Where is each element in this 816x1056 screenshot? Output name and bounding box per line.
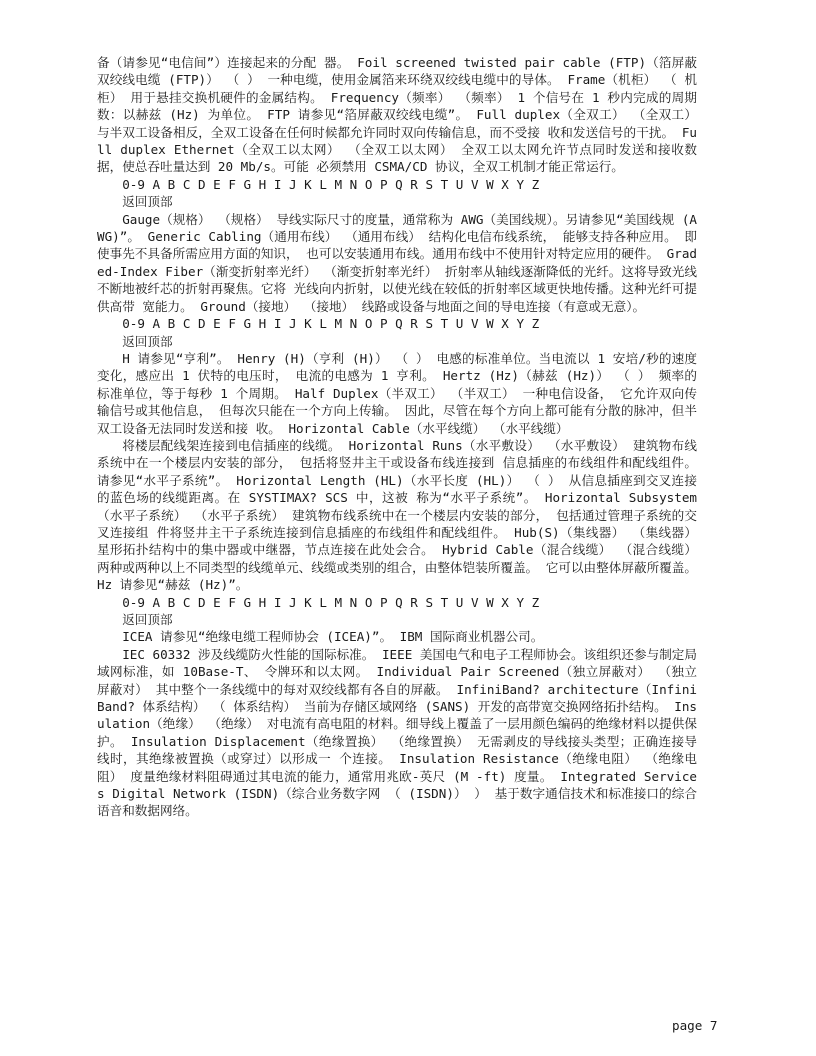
glossary-text	[97, 54, 697, 820]
back-to-top-link[interactable]: 返回顶部	[122, 612, 173, 627]
alphabet-index-nav[interactable]: 0-9 A B C D E F G H I J K L M N O P Q R S T U V W X Y Z	[122, 176, 540, 192]
alphabet-index-nav[interactable]: 0-9 A B C D E F G H I J K L M N O P Q R S T U V W X Y Z	[122, 316, 540, 332]
glossary-paragraph-i: IEC 60332 涉及线缆防火性能的国际标准。 IEEE 美国电气和电子工程师协会。该组织还参与制定局域网标准，如 10Base-T、 令牌环和以太网。 Individual Pair Screened（独立屏蔽对） （独立屏蔽对） 其中整个一条线缆中的每对双绞线都有各自的屏蔽。 InfiniBand? architecture（InfiniBand? 体系结构） （ 体系结构） 当前为存储区域网络 (SANS) 开发的高带宽交换网络拓扑结构。 Insulation（绝缘） （绝缘） 对电流有高电阻的材料。细导线上覆盖了一层用颜色编码的绝缘材料以提供保 护。 Insulation Displacement（绝缘置换） （绝缘置换） 无需剥皮的导线接头类型；正确连接导线时，其绝缘被置换（或穿过）以形成一 个连接。 Insulation Resistance（绝缘电阻） （绝缘电阻） 度量绝缘材料阻碍通过其电流的能力，通常用兆欧-英尺 (M -ft) 度量。 Integrated Services Digital Network (ISDN)（综合业务数字网 （ (ISDN)） ） 基于数字通信技术和标准接口的综合语音和数据网络。	[97, 646, 698, 819]
alphabet-index-nav[interactable]: 0-9 A B C D E F G H I J K L M N O P Q R S T U V W X Y Z	[122, 594, 540, 610]
glossary-paragraph-f: 备（请参见“电信间”）连接起来的分配 器。 Foil screened twisted pair cable (FTP)（箔屏蔽双绞线电缆 (FTP)） （ ） 一种电缆，使用金属箔来环绕双绞线电缆中的导体。 Frame（机柜） （ 机柜） 用于悬挂交换机硬件的金属结构。 Frequency（频率） （频率） 1 个信号在 1 秒内完成的周期数：以赫兹 (Hz) 为单位。 FTP 请参见“箔屏蔽双绞线电缆”。 Full duplex（全双工） （全双工） 与半双工设备相反，全双工设备在任何时候都允许同时双向传输信息，而不受接 收和发送信号的干扰。 Full duplex Ethernet（全双工以太网） （全双工以太网） 全双工以太网允许节点同时发送和接收数据，使总吞吐量达到 20 Mb/s。可能 必须禁用 CSMA/CD 协议，全双工机制才能正常运行。	[97, 55, 697, 175]
back-to-top-link[interactable]: 返回顶部	[122, 333, 173, 349]
glossary-entry-icea: ICEA 请参见“绝缘电缆工程师协会 (ICEA)”。 IBM 国际商业机器公司。	[122, 629, 544, 645]
page-number: page 7	[672, 1018, 718, 1033]
back-to-top-link[interactable]: 返回顶部	[122, 194, 173, 210]
glossary-paragraph-h-continued: 将楼层配线架连接到电信插座的线缆。 Horizontal Runs（水平敷设） （水平敷设） 建筑物布线系统中在一个楼层内安装的部分， 包括将竖井主干或设备布线连接到 信息插座的布线组件和配线组件。 请参见“水平子系统”。 Horizontal Length (HL)（水平长度 (HL)） （ ） 从信息插座到交叉连接的蓝色场的线缆距离。在 SYSTIMAX? SCS 中，这被 称为“水平子系统”。 Horizontal Subsystem（水平子系统） （水平子系统） 建筑物布线系统中在一个楼层内安装的部分， 包括通过管理子系统的交叉连接组 件将竖井主干子系统连接到信息插座的布线组件和配线组件。 Hub(S)（集线器） （集线器） 星形拓扑结构中的集中器或中继器，节点连接在此处会合。 Hybrid Cable（混合线缆） （混合线缆） 两种或两种以上不同类型的线缆单元、线缆或类别的组合，由整体铠装所覆盖。 它可以由整体屏蔽所覆盖。 Hz 请参见“赫兹 (Hz)”。	[97, 437, 697, 593]
glossary-paragraph-g: Gauge（规格） （规格） 导线实际尺寸的度量，通常称为 AWG（美国线规）。另请参见“美国线规 (AWG)”。 Generic Cabling（通用布线） （通用布线） 结构化电信布线系统， 能够支持各种应用。 即使事先不具备所需应用方面的知识， 也可以安装通用布线。通用布线中不使用针对特定应用的硬件。 Graded-Index Fiber（渐变折射率光纤） （渐变折射率光纤） 折射率从轴线逐渐降低的光纤。这将导致光线不断地被纤芯的折射再聚焦。它将 光线向内折射，以使光线在较低的折射率区域更快地传播。这种光纤可提供高带 宽能力。 Ground（接地） （接地） 线路或设备与地面之间的导电连接（有意或无意）。	[97, 211, 697, 314]
glossary-paragraph-h: H 请参见“亨利”。 Henry (H)（亨利 (H)） （ ） 电感的标准单位。当电流以 1 安培/秒的速度变化，感应出 1 伏特的电压时， 电流的电感为 1 亨利。 Hertz (Hz)（赫兹 (Hz)） （ ） 频率的标准单位，等于每秒 1 个周期。 Half Duplex（半双工） （半双工） 一种电信设备， 它允许双向传输信号或其他信息， 但每次只能在一个方向上传输。 因此，尽管在每个方向上都可能有分散的脉冲，但半双工设备无法同时发送和接 收。 Horizontal Cable（水平线缆） （水平线缆）	[97, 350, 697, 436]
